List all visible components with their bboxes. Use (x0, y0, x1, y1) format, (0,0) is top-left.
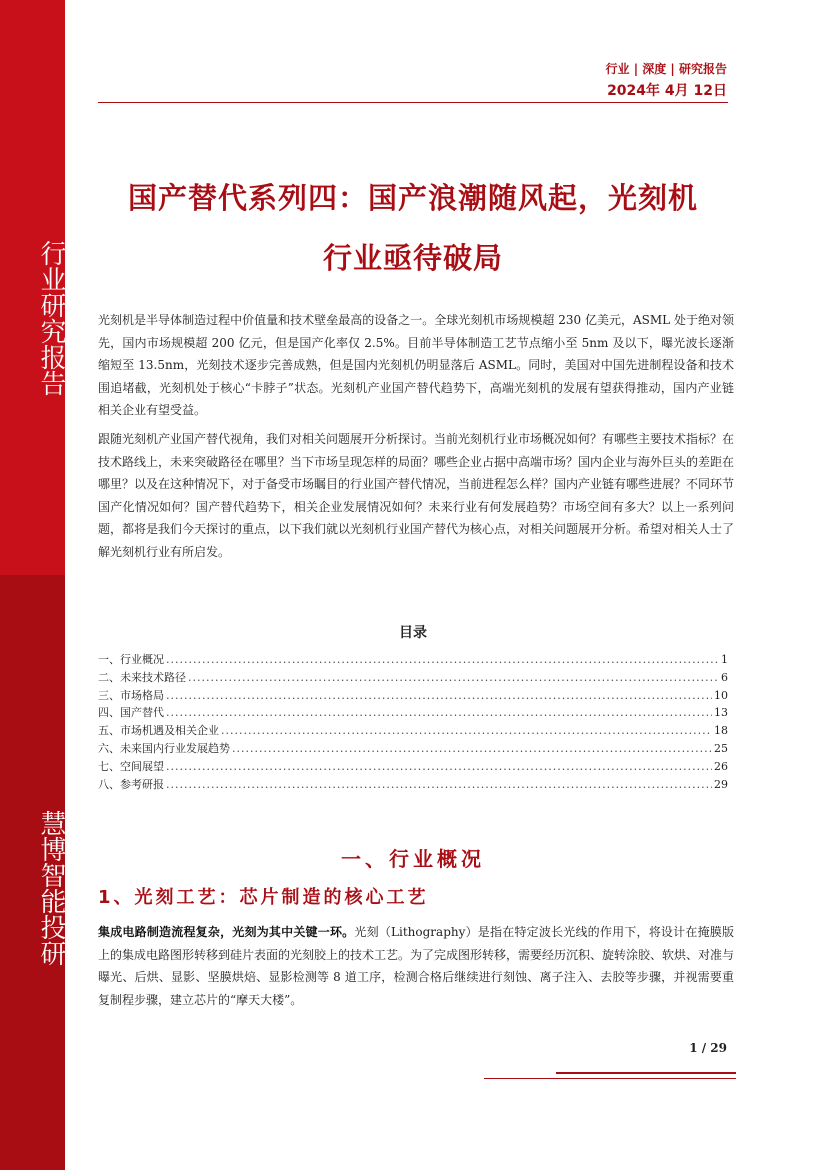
toc-item-page: 18 (714, 724, 728, 738)
toc-item-label: 五、市场机遇及相关企业 (98, 724, 219, 738)
toc-item-label: 六、未来国内行业发展趋势 (98, 741, 230, 755)
section-body-text: 光刻（Lithography）是指在特定波长光线的作用下，将设计在掩膜版上的集成电路图形转移到硅片表面的光刻胶上的技术工艺。为了完成图形转移，需要经历沉积、旋转涂胶、软烘、对准与曝光、后烘、显影、坚膜烘焙、显影检测等 8 道工序，检测合格后继续进行刻蚀、离子注入、去胶等步骤，并视需要重复制程步骤，建立芯片的“摩天大楼”。 (98, 925, 735, 1007)
intro-paragraph-2: 跟随光刻机产业国产替代视角，我们对相关问题展开分析探讨。当前光刻机行业市场概况如何？有哪些主要技术指标？在技术路线上，未来突破路径在哪里？当下市场呈现怎样的局面？哪些企业占据中高端市场？国内企业与海外巨头的差距在哪里？以及在这种情况下，对于备受市场瞩目的行业国产替代情况，当前进程怎么样？国内产业链有哪些进展？不同环节国产化情况如何？国产替代趋势下，相关企业发展情况如何？未来行业有何发展趋势？市场空间有多大？以上一系列问题，都将是我们今天探讨的重点，以下我们就以光刻机行业国产替代为核心点，对相关问题展开分析。希望对相关人士了解光刻机行业有所启发。 (98, 432, 735, 559)
toc-item-label: 八、参考研报 (98, 777, 164, 791)
sidebar-report-type-label: 行业研究报告 (36, 240, 66, 396)
toc-item-page: 29 (714, 777, 728, 791)
footer-divider-thick (556, 1072, 736, 1074)
toc-item[interactable] (98, 758, 728, 776)
intro-paragraph-1: 光刻机是半导体制造过程中价值量和技术壁垒最高的设备之一。全球光刻机市场规模超 230 亿美元，ASML 处于绝对领先，国内市场规模超 200 亿元，但是国产化率仅 2.5%。目前半导体制造工艺节点缩小至 5nm 及以下，曝光波长逐渐缩短至 13.5nm，光刻技术逐步完善成熟，但是国内光刻机仍明显落后 ASML。同时，美国对中国先进制程设备和技术围追堵截，光刻机处于核心“卡脖子”状态。光刻机产业国产替代趋势下，高端光刻机的发展有望获得推动，国内产业链相关企业有望受益。 (98, 313, 734, 417)
toc-item-page: 10 (714, 688, 728, 702)
toc-item-label: 四、国产替代 (98, 706, 164, 720)
section-subheading: 1、光刻工艺：芯片制造的核心工艺 (98, 887, 429, 908)
toc-item-page: 6 (721, 670, 728, 684)
report-title-line2: 行业亟待破局 (322, 241, 503, 275)
report-date: 2024年 4月 12日 (607, 83, 727, 99)
toc-item[interactable] (98, 776, 728, 794)
section-body-paragraph (98, 921, 734, 1011)
table-of-contents (98, 651, 728, 793)
report-title-line1: 国产替代系列四：国产浪潮随风起，光刻机 (127, 181, 698, 215)
page-number: 1 / 29 (689, 1041, 727, 1055)
toc-leader-dots (166, 704, 712, 722)
toc-item-label: 一、行业概况 (98, 653, 164, 666)
footer-divider-thin (484, 1078, 736, 1079)
header-divider (98, 102, 728, 103)
toc-item-page: 1 (721, 653, 728, 666)
toc-item[interactable] (98, 740, 728, 758)
toc-item-label: 七、空间展望 (98, 759, 164, 773)
toc-leader-dots (166, 776, 712, 794)
toc-item[interactable] (98, 704, 728, 722)
toc-heading: 目录 (399, 625, 427, 641)
toc-item-page: 13 (714, 706, 728, 720)
toc-item-label: 三、市场格局 (98, 688, 164, 702)
toc-item-page: 25 (714, 741, 728, 755)
sidebar-brand-label: 慧博智能投研 (36, 810, 66, 966)
toc-item-page: 26 (714, 759, 728, 773)
toc-item-label: 二、未来技术路径 (98, 670, 186, 684)
toc-leader-dots (232, 740, 712, 758)
toc-leader-dots (166, 651, 719, 669)
toc-item[interactable] (98, 669, 728, 687)
section-lead-sentence: 集成电路制造流程复杂，光刻为其中关键一环。 (98, 925, 355, 939)
toc-leader-dots (221, 722, 712, 740)
toc-leader-dots (188, 669, 719, 687)
toc-item[interactable] (98, 687, 728, 705)
toc-leader-dots (166, 687, 712, 705)
toc-leader-dots (166, 758, 712, 776)
toc-item[interactable] (98, 722, 728, 740)
report-category: 行业 | 深度 | 研究报告 (605, 62, 727, 76)
report-title (98, 168, 728, 288)
section-heading: 一、行业概况 (341, 847, 485, 871)
toc-item[interactable] (98, 651, 728, 669)
